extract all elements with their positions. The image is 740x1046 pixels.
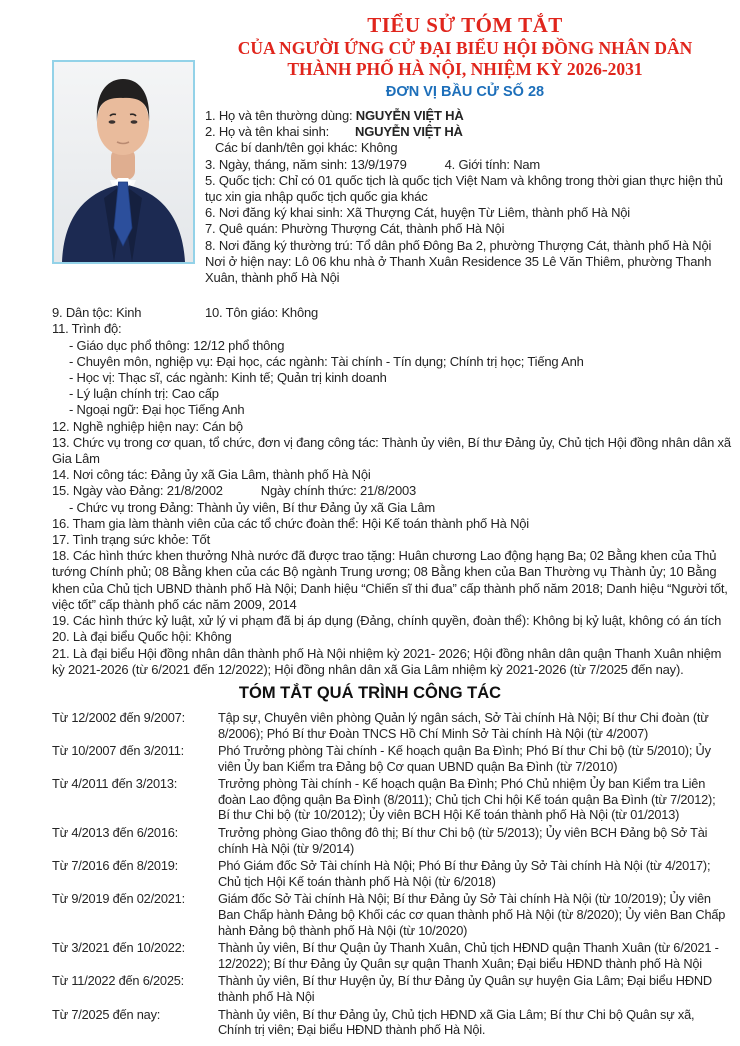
info-item-6: 6. Nơi đăng ký khai sinh: Xã Thượng Cát, huyện Từ Liêm, thành phố Hà Nội — [205, 205, 630, 221]
career-section-title: TÓM TẮT QUÁ TRÌNH CÔNG TÁC — [238, 683, 502, 702]
career-detail: Thành ủy viên, Bí thư Huyện ủy, Bí thư Đảng ủy Quân sự huyện Gia Lâm; Đại biểu HĐND thành phố Hà Nội — [218, 973, 712, 1004]
election-unit-line: ĐƠN VỊ BẦU CỬ SỐ 28 — [385, 84, 545, 100]
document-header — [195, 0, 735, 102]
career-detail: Giám đốc Sở Tài chính Hà Nội; Bí thư Đảng ủy Sở Tài chính Hà Nội (từ 10/2019); Ủy viên Ban Chấp hành Đảng bộ Khối các cơ quan thành phố Hà Nội (từ 8/2020); Ủy viên Ban Chấp hành Đảng bộ thành phố Hà Nội (từ 10/2020) — [218, 891, 726, 938]
career-detail: Trưởng phòng Giao thông đô thị; Bí thư Chi bộ (từ 5/2013); Ủy viên BCH Đảng bộ Sở Tài chính Hà Nội (từ 9/2014) — [218, 825, 708, 856]
document-title-line3: THÀNH PHỐ HÀ NỘI, NHIỆM KỲ 2026-2031 — [287, 59, 643, 79]
info-item-8: 8. Nơi đăng ký thường trú: Tổ dân phố Đông Ba 2, phường Thượng Cát, thành phố Hà Nội — [205, 237, 712, 253]
document-title-line2: CỦA NGƯỜI ỨNG CỬ ĐẠI BIỂU HỘI ĐỒNG NHÂN DÂN — [237, 38, 693, 58]
career-row — [52, 973, 728, 1004]
info-item-5: 5. Quốc tịch: Chỉ có 01 quốc tịch là quốc tịch Việt Nam và không trong thời gian thực hiện thủ tục xin gia nhập quốc tịch quốc gia khác — [205, 172, 723, 205]
education-language: - Ngoại ngữ: Đại học Tiếng Anh — [69, 402, 245, 418]
education-degree: - Học vị: Thạc sĩ, các ngành: Kinh tế; Quản trị kinh doanh — [69, 370, 387, 386]
document-title-line1: TIỂU SỬ TÓM TẮT — [367, 13, 563, 37]
education-professional: - Chuyên môn, nghiệp vụ: Đại học, các ngành: Tài chính - Tín dụng; Chính trị học; Tiếng Anh — [69, 353, 584, 369]
party-position: - Chức vụ trong Đảng: Thành ủy viên, Bí thư Đảng ủy xã Gia Lâm — [69, 499, 436, 515]
career-period: Từ 9/2019 đến 02/2021: — [52, 891, 185, 907]
info-item-2 — [205, 124, 735, 140]
candidate-photo — [52, 60, 195, 264]
info-item-1-label: 1. Họ và tên thường dùng: — [205, 108, 356, 123]
career-row — [52, 891, 728, 938]
career-row — [52, 940, 728, 971]
info-item-20: 20. Là đại biểu Quốc hội: Không — [52, 629, 232, 645]
gender: 4. Giới tính: Nam — [444, 156, 541, 172]
info-item-9-10 — [52, 305, 732, 321]
career-row — [52, 776, 728, 823]
personal-info-right-column — [205, 108, 735, 286]
info-item-15 — [52, 483, 732, 499]
career-row — [52, 710, 728, 741]
career-period: Từ 10/2007 đến 3/2011: — [52, 743, 185, 759]
career-detail: Thành ủy viên, Bí thư Quận ủy Thanh Xuân, Chủ tịch HĐND quận Thanh Xuân (từ 6/2021 - 12/2022); Bí thư Đảng ủy Quân sự quận Thanh Xuân; Đại biểu HĐND thành phố Hà Nội — [218, 940, 719, 971]
ethnicity: 9. Dân tộc: Kinh — [52, 305, 142, 321]
info-item-2-label: 2. Họ và tên khai sinh: — [205, 124, 330, 140]
info-item-11: 11. Trình độ: — [52, 321, 122, 337]
education-political: - Lý luận chính trị: Cao cấp — [69, 386, 219, 402]
personal-info-main-column — [52, 305, 732, 678]
education-general: - Giáo dục phổ thông: 12/12 phổ thông — [69, 337, 285, 353]
party-official-date: Ngày chính thức: 21/8/2003 — [260, 483, 417, 499]
career-period: Từ 3/2021 đến 10/2022: — [52, 940, 185, 956]
info-item-7: 7. Quê quán: Phường Thượng Cát, thành phố Hà Nội — [205, 221, 505, 237]
info-item-19: 19. Các hình thức kỷ luật, xử lý vi phạm đã bị áp dụng (Đảng, chính quyền, đoàn thể): Không bị kỷ luật, không có án tích — [52, 613, 722, 629]
party-join-date: 15. Ngày vào Đảng: 21/8/2002 — [52, 483, 223, 499]
career-row — [52, 743, 728, 774]
career-detail: Phó Trưởng phòng Tài chính - Kế hoạch quận Ba Đình; Phó Bí thư Chi bộ (từ 5/2010); Ủy viên Ủy ban Kiểm tra Đảng bộ Cơ quan UBND quận Ba Đình (từ 7/2010) — [218, 743, 711, 774]
info-item-18: 18. Các hình thức khen thưởng Nhà nước đã được trao tặng: Huân chương Lao động hạng Ba; 02 Bằng khen của Thủ tướng Chính phủ; 08 Bằng khen của các Bộ ngành Trung ương; 08 Bằng khen của Ban Thường vụ Thành ủy; 10 Bằng khen của Chủ tịch UBND thành phố Hà Nội; Danh hiệu “Chiến sĩ thi đua” cấp thành phố năm 2018; Danh hiệu “Người tốt, việc tốt” cấp thành phố các năm 2009, 2014 — [52, 548, 728, 612]
career-period: Từ 7/2016 đến 8/2019: — [52, 858, 179, 874]
birth-name: NGUYỄN VIỆT HÀ — [355, 124, 463, 140]
info-item-3-4 — [205, 157, 735, 173]
career-period: Từ 11/2022 đến 6/2025: — [52, 973, 185, 989]
portrait-illustration — [54, 62, 193, 262]
info-item-21: 21. Là đại biểu Hội đồng nhân dân thành phố Hà Nội nhiệm kỳ 2021- 2026; Hội đồng nhân dân quận Thanh Xuân nhiệm kỳ 2021-2026 (từ 6/2021 đến 12/2022); Hội đồng nhân dân xã Gia Lâm nhiệm kỳ 2021-2026 (từ 7/2025 đến nay). — [52, 645, 722, 677]
career-row — [52, 858, 728, 889]
career-detail: Tập sự, Chuyên viên phòng Quản lý ngân sách, Sở Tài chính Hà Nội; Bí thư Chi đoàn (từ 8/2006); Phó Bí thư Đoàn TNCS Hồ Chí Minh Sở Tài chính Hà Nội (từ 4/2007) — [218, 709, 709, 741]
career-period: Từ 4/2011 đến 3/2013: — [52, 776, 178, 792]
career-row — [52, 1007, 728, 1038]
info-item-1 — [205, 108, 735, 124]
career-detail: Phó Giám đốc Sở Tài chính Hà Nội; Phó Bí thư Đảng ủy Sở Tài chính Hà Nội (từ 4/2017); Chủ tịch Hội Kế toán thành phố Hà Nội (từ 6/2018) — [218, 858, 711, 889]
info-item-16: 16. Tham gia làm thành viên của các tổ chức đoàn thể: Hội Kế toán thành phố Hà Nội — [52, 515, 529, 531]
info-item-8b: Nơi ở hiện nay: Lô 06 khu nhà ở Thanh Xuân Residence 35 Lê Văn Thiêm, phường Thanh Xuân, thành phố Hà Nội — [205, 253, 712, 286]
common-name: NGUYỄN VIỆT HÀ — [355, 108, 464, 123]
career-period: Từ 7/2025 đến nay: — [52, 1006, 161, 1022]
career-detail: Trưởng phòng Tài chính - Kế hoạch quận Ba Đình; Phó Chủ nhiệm Ủy ban Kiểm tra Liên đoàn Lao động quận Ba Đình (8/2011); Chủ tịch Chi hội Kế toán quận Ba Đình (từ 7/2012); Bí thư Chi bộ (từ 10/2012); Ủy viên BCH Hội Kế toán thành phố Hà Nội (từ 01/2013) — [218, 776, 716, 823]
career-row — [52, 825, 728, 856]
info-item-12: 12. Nghề nghiệp hiện nay: Cán bộ — [52, 418, 243, 434]
career-period: Từ 12/2002 đến 9/2007: — [52, 709, 185, 725]
info-item-17: 17. Tình trạng sức khỏe: Tốt — [52, 532, 210, 548]
religion: 10. Tôn giáo: Không — [205, 305, 319, 321]
career-detail: Thành ủy viên, Bí thư Đảng ủy, Chủ tịch HĐND xã Gia Lâm; Bí thư Chi bộ Quân sự xã, Chính trị viên; Đại biểu HĐND thành phố Hà Nội. — [218, 1006, 695, 1038]
career-section — [0, 684, 740, 1038]
info-item-13: 13. Chức vụ trong cơ quan, tổ chức, đơn vị đang công tác: Thành ủy viên, Bí thư Đảng ủy, Chủ tịch Hội đồng nhân dân xã Gia Lâm — [52, 434, 731, 467]
birth-date: 3. Ngày, tháng, năm sinh: 13/9/1979 — [205, 156, 407, 172]
career-period: Từ 4/2013 đến 6/2016: — [52, 825, 179, 841]
info-item-14: 14. Nơi công tác: Đảng ủy xã Gia Lâm, thành phố Hà Nội — [52, 467, 371, 483]
info-item-alias: Các bí danh/tên gọi khác: Không — [215, 140, 398, 156]
